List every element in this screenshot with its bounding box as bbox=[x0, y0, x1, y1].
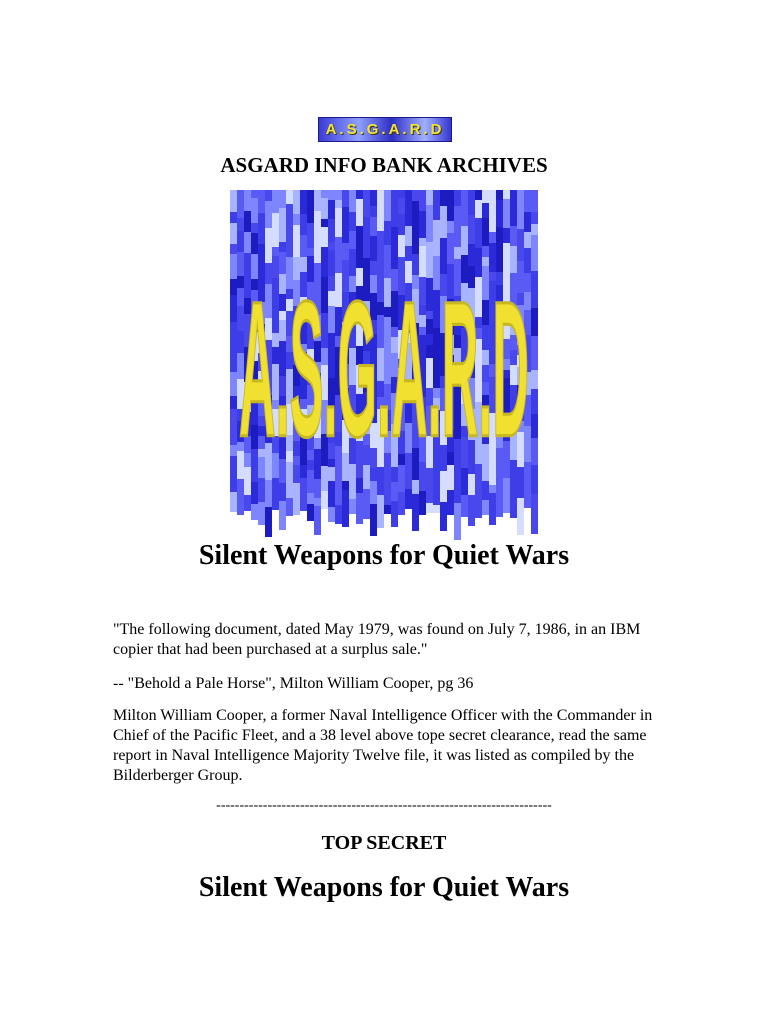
logo-texture-cell bbox=[405, 190, 412, 226]
logo-texture-cell bbox=[363, 190, 370, 217]
logo-texture-cell bbox=[307, 493, 314, 504]
logo-texture-cell bbox=[251, 504, 258, 520]
logo-texture-cell bbox=[370, 236, 377, 261]
logo-texture-cell bbox=[440, 502, 447, 531]
asgard-logo-image bbox=[230, 190, 538, 508]
logo-texture-cell bbox=[419, 238, 426, 246]
logo-texture-cell bbox=[230, 445, 237, 456]
logo-texture-cell bbox=[265, 507, 272, 537]
logo-texture-cell bbox=[265, 228, 272, 263]
logo-texture-cell bbox=[412, 190, 419, 201]
divider-line: ------------------------------------------------------------------------ bbox=[216, 798, 552, 813]
logo-texture-cell bbox=[314, 211, 321, 245]
logo-texture-cell bbox=[524, 212, 531, 232]
logo-texture-cell bbox=[454, 247, 461, 259]
logo-texture-cell bbox=[510, 486, 517, 518]
logo-texture-cell bbox=[321, 227, 328, 247]
logo-texture-cell bbox=[510, 190, 517, 226]
logo-texture-cell bbox=[335, 474, 342, 505]
logo-texture-cell bbox=[293, 214, 300, 225]
logo-texture-cell bbox=[405, 246, 412, 261]
logo-texture-cell bbox=[405, 226, 412, 246]
logo-texture-cell bbox=[265, 201, 272, 228]
archive-title: ASGARD INFO BANK ARCHIVES bbox=[220, 153, 548, 177]
asgard-small-banner bbox=[318, 117, 452, 142]
logo-texture-cell bbox=[314, 506, 321, 535]
logo-texture-cell bbox=[363, 489, 370, 519]
document-title: Silent Weapons for Quiet Wars bbox=[198, 540, 570, 571]
logo-texture-cell bbox=[447, 221, 454, 233]
logo-texture-cell bbox=[496, 200, 503, 227]
logo-texture-cell bbox=[230, 279, 237, 295]
logo-texture-cell bbox=[237, 479, 244, 515]
logo-texture-cell bbox=[349, 499, 356, 514]
logo-texture-cell bbox=[419, 190, 426, 211]
logo-texture-cell bbox=[321, 190, 328, 198]
logo-texture-cell bbox=[349, 212, 356, 231]
logo-texture-cell bbox=[531, 477, 538, 494]
logo-texture-cell bbox=[517, 208, 524, 229]
logo-texture-cell bbox=[342, 490, 349, 527]
logo-texture-cell bbox=[279, 242, 286, 252]
logo-texture-cell bbox=[251, 190, 258, 198]
logo-texture-cell bbox=[391, 501, 398, 527]
logo-texture-cell bbox=[496, 190, 503, 200]
logo-texture-cell bbox=[433, 505, 440, 513]
logo-texture-cell bbox=[503, 190, 510, 199]
logo-texture-cell bbox=[230, 396, 237, 409]
logo-texture-cell bbox=[482, 203, 489, 218]
logo-texture-cell bbox=[356, 199, 363, 226]
logo-texture-cell bbox=[356, 190, 363, 199]
logo-texture-cell bbox=[412, 235, 419, 254]
logo-texture-cell bbox=[328, 507, 335, 522]
logo-texture-cell bbox=[314, 498, 321, 506]
logo-texture-cell bbox=[230, 295, 237, 322]
document-title-repeat: Silent Weapons for Quiet Wars bbox=[198, 872, 570, 903]
logo-texture-cell bbox=[370, 481, 377, 504]
logo-texture-cell bbox=[335, 200, 342, 208]
logo-texture-cell bbox=[517, 229, 524, 261]
logo-texture-cell bbox=[230, 223, 237, 244]
logo-texture-cell bbox=[489, 493, 496, 525]
logo-texture-cell bbox=[384, 190, 391, 221]
logo-texture-cell bbox=[286, 238, 293, 257]
logo-texture-cell bbox=[489, 206, 496, 232]
logo-texture-cell bbox=[447, 490, 454, 515]
logo-texture-cell bbox=[307, 504, 314, 521]
logo-texture-cell bbox=[391, 227, 398, 238]
logo-texture-cell bbox=[461, 495, 468, 517]
logo-texture-cell bbox=[272, 213, 279, 247]
logo-texture-cell bbox=[496, 477, 503, 495]
logo-texture-cell bbox=[426, 205, 433, 242]
logo-texture-cell bbox=[412, 480, 419, 494]
logo-text: A.S.G.A.R.D bbox=[239, 262, 529, 478]
logo-texture-cell bbox=[286, 190, 293, 204]
logo-texture-cell bbox=[237, 218, 244, 231]
logo-texture-cell bbox=[412, 201, 419, 235]
logo-texture-cell bbox=[356, 478, 363, 493]
logo-texture-cell bbox=[342, 207, 349, 243]
logo-texture-cell bbox=[258, 502, 265, 525]
classification-label: TOP SECRET bbox=[321, 832, 447, 854]
logo-texture-cell bbox=[412, 494, 419, 531]
logo-texture-cell bbox=[286, 498, 293, 516]
logo-texture-cell bbox=[230, 322, 237, 344]
logo-texture-cell bbox=[454, 503, 461, 540]
logo-texture-cell bbox=[244, 232, 251, 253]
logo-texture-cell bbox=[398, 190, 405, 198]
logo-texture-cell bbox=[230, 372, 237, 396]
logo-texture-cell bbox=[496, 227, 503, 264]
logo-texture-cell bbox=[307, 482, 314, 493]
logo-texture-cell bbox=[300, 190, 307, 214]
logo-texture-cell bbox=[489, 485, 496, 493]
logo-texture-cell bbox=[517, 498, 524, 535]
logo-texture-cell bbox=[307, 190, 314, 223]
logo-texture-cell bbox=[377, 190, 384, 221]
quote-citation: -- "Behold a Pale Horse", Milton William Cooper, pg 36 bbox=[113, 675, 474, 692]
logo-texture-cell bbox=[230, 409, 237, 445]
logo-texture-cell bbox=[489, 232, 496, 243]
logo-texture-cell bbox=[363, 217, 370, 227]
logo-texture-cell bbox=[349, 231, 356, 249]
logo-texture-cell bbox=[321, 491, 328, 509]
logo-texture-cell bbox=[286, 204, 293, 238]
logo-texture-cell bbox=[265, 190, 272, 201]
logo-texture-cell bbox=[314, 245, 321, 263]
logo-texture-cell bbox=[433, 220, 440, 232]
logo-texture-cell bbox=[342, 190, 349, 207]
logo-texture-cell bbox=[258, 190, 265, 199]
logo-texture-cell bbox=[454, 206, 461, 239]
logo-texture-cell bbox=[524, 190, 531, 212]
logo-texture-cell bbox=[433, 190, 440, 220]
logo-texture-cell bbox=[258, 213, 265, 244]
logo-texture-cell bbox=[419, 491, 426, 515]
logo-texture-cell bbox=[489, 190, 496, 206]
logo-texture-cell bbox=[391, 190, 398, 227]
logo-texture-cell bbox=[279, 208, 286, 242]
logo-texture-cell bbox=[335, 505, 342, 524]
logo-texture-cell bbox=[531, 212, 538, 224]
logo-texture-cell bbox=[272, 247, 279, 256]
logo-texture-cell bbox=[230, 456, 237, 492]
logo-texture-cell bbox=[440, 190, 447, 206]
logo-texture-cell bbox=[426, 503, 433, 513]
logo-texture-cell bbox=[510, 226, 517, 246]
logo-texture-cell bbox=[279, 190, 286, 208]
logo-texture-cell bbox=[531, 271, 538, 308]
logo-texture-cell bbox=[328, 190, 335, 200]
logo-texture-cell bbox=[531, 505, 538, 534]
logo-texture-cell bbox=[419, 211, 426, 238]
logo-texture-cell bbox=[531, 414, 538, 438]
logo-texture-cell bbox=[384, 475, 391, 505]
logo-texture-cell bbox=[237, 190, 244, 218]
intro-quote: "The following document, dated May 1979, was found on July 7, 1986, in an IBM copier that had been purchased at a surplus sale." bbox=[113, 621, 641, 658]
banner-text: A.S.G.A.R.D bbox=[325, 121, 445, 138]
logo-texture-cell bbox=[517, 190, 524, 208]
logo-texture-cell bbox=[251, 198, 258, 223]
logo-texture-cell bbox=[230, 492, 237, 512]
logo-texture-cell bbox=[475, 218, 482, 248]
logo-texture-cell bbox=[356, 226, 363, 239]
logo-texture-cell bbox=[482, 246, 489, 257]
logo-texture-cell bbox=[475, 488, 482, 518]
logo-texture-cell bbox=[468, 495, 475, 526]
logo-texture-cell bbox=[405, 489, 412, 509]
logo-texture-cell bbox=[377, 221, 384, 231]
logo-texture-cell bbox=[531, 465, 538, 477]
logo-texture-cell bbox=[328, 481, 335, 507]
logo-texture-cell bbox=[272, 478, 279, 510]
logo-texture-cell bbox=[454, 476, 461, 503]
logo-texture-cell bbox=[370, 217, 377, 236]
logo-texture-cell bbox=[251, 482, 258, 504]
logo-texture-cell bbox=[482, 500, 489, 515]
logo-texture-cell bbox=[468, 190, 475, 215]
logo-texture-cell bbox=[531, 389, 538, 414]
logo-texture-cell bbox=[321, 219, 328, 227]
logo-texture-cell bbox=[531, 235, 538, 271]
logo-texture-cell bbox=[398, 479, 405, 492]
logo-texture-cell bbox=[230, 244, 237, 254]
author-bio: Milton William Cooper, a former Naval Intelligence Officer with the Commander in Chief of the Pacific Fleet, and a 38 level above tope secret clearance, read the same report in Naval Intelligence Majority Twelve file, it was listed as compiled by the Bilderberger Group. bbox=[113, 707, 653, 784]
logo-texture-cell bbox=[244, 211, 251, 232]
logo-texture-cell bbox=[370, 206, 377, 217]
logo-texture-cell bbox=[328, 242, 335, 250]
logo-texture-cell bbox=[531, 224, 538, 235]
logo-texture-cell bbox=[377, 495, 384, 528]
logo-texture-cell bbox=[244, 190, 251, 211]
logo-texture-cell bbox=[349, 190, 356, 212]
logo-texture-cell bbox=[230, 190, 237, 212]
logo-texture-cell bbox=[440, 206, 447, 238]
logo-texture-cell bbox=[237, 231, 244, 252]
logo-texture-cell bbox=[531, 438, 538, 465]
logo-texture-cell bbox=[433, 232, 440, 256]
logo-texture-cell bbox=[342, 481, 349, 490]
logo-texture-cell bbox=[314, 479, 321, 498]
logo-texture-cell bbox=[293, 225, 300, 257]
logo-texture-cell bbox=[447, 233, 454, 264]
logo-texture-cell bbox=[307, 223, 314, 248]
logo-texture-cell bbox=[531, 308, 538, 336]
logo-texture-cell bbox=[363, 227, 370, 258]
logo-texture-cell bbox=[524, 485, 531, 508]
logo-texture-cell bbox=[398, 214, 405, 235]
logo-texture-cell bbox=[279, 483, 286, 501]
logo-texture-cell bbox=[391, 482, 398, 501]
logo-texture-cell bbox=[398, 198, 405, 214]
logo-texture-cell bbox=[454, 239, 461, 247]
logo-texture-cell bbox=[272, 190, 279, 213]
logo-texture-cell bbox=[335, 208, 342, 237]
logo-texture-cell bbox=[293, 190, 300, 214]
logo-texture-cell bbox=[503, 478, 510, 513]
logo-texture-cell bbox=[461, 190, 468, 226]
logo-texture-cell bbox=[482, 190, 489, 203]
logo-texture-cell bbox=[496, 495, 503, 517]
logo-texture-cell bbox=[454, 190, 461, 206]
logo-texture-cell bbox=[531, 494, 538, 505]
logo-texture-cell bbox=[342, 243, 349, 260]
logo-texture-cell bbox=[230, 344, 237, 372]
logo-texture-cell bbox=[314, 190, 321, 211]
logo-texture-cell bbox=[531, 336, 538, 370]
logo-texture-cell bbox=[230, 254, 237, 279]
logo-texture-cell bbox=[503, 199, 510, 228]
logo-texture-cell bbox=[524, 232, 531, 248]
logo-texture-cell bbox=[384, 221, 391, 245]
logo-texture-cell bbox=[482, 218, 489, 246]
logo-texture-cell bbox=[475, 190, 482, 200]
logo-texture-cell bbox=[300, 235, 307, 257]
logo-texture-cell bbox=[356, 493, 363, 524]
logo-texture-cell bbox=[258, 244, 265, 256]
logo-texture-cell bbox=[398, 235, 405, 257]
logo-texture-cell bbox=[531, 370, 538, 389]
logo-texture-cell bbox=[244, 495, 251, 511]
logo-texture-cell bbox=[426, 190, 433, 205]
logo-texture-cell bbox=[482, 481, 489, 500]
logo-texture-cell bbox=[377, 231, 384, 247]
asgard-logo-graphic bbox=[230, 190, 538, 508]
logo-texture-cell bbox=[335, 190, 342, 200]
logo-texture-cell bbox=[307, 248, 314, 256]
logo-texture-cell bbox=[251, 223, 258, 233]
logo-texture-cell bbox=[251, 233, 258, 254]
logo-texture-cell bbox=[475, 200, 482, 218]
logo-texture-cell bbox=[461, 226, 468, 255]
logo-texture-cell bbox=[258, 478, 265, 502]
logo-texture-cell bbox=[293, 483, 300, 515]
logo-texture-cell bbox=[447, 190, 454, 221]
logo-texture-cell bbox=[328, 219, 335, 242]
logo-texture-cell bbox=[230, 212, 237, 223]
logo-texture-cell bbox=[300, 214, 307, 235]
logo-texture-cell bbox=[370, 190, 377, 206]
logo-texture-cell bbox=[265, 480, 272, 507]
logo-texture-cell bbox=[398, 492, 405, 515]
logo-texture-cell bbox=[321, 198, 328, 219]
logo-texture-cell bbox=[258, 199, 265, 213]
logo-texture-cell bbox=[328, 200, 335, 219]
logo-texture-cell bbox=[370, 504, 377, 536]
logo-texture-cell bbox=[468, 215, 475, 244]
logo-texture-cell bbox=[503, 228, 510, 243]
logo-texture-cell bbox=[384, 505, 391, 514]
logo-texture-cell bbox=[531, 190, 538, 212]
logo-texture-cell bbox=[279, 501, 286, 530]
logo-texture-cell bbox=[433, 489, 440, 505]
logo-texture-cell bbox=[300, 478, 307, 511]
